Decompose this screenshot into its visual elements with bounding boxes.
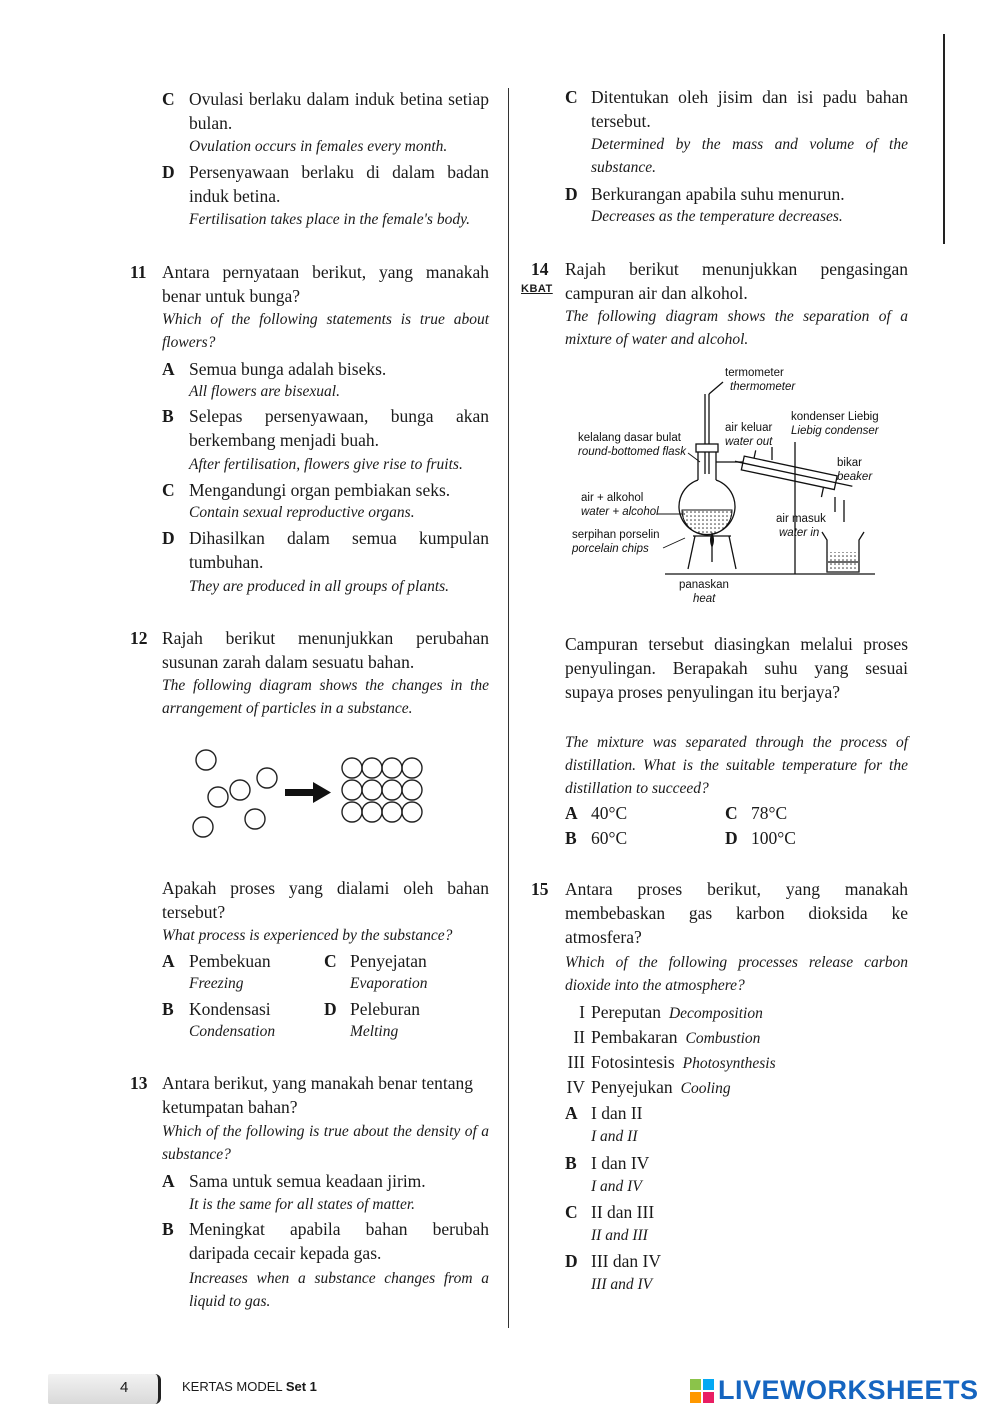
q15-option-b-translation: I and IV: [591, 1178, 642, 1195]
q15-number: 15: [531, 879, 549, 899]
q13-option-d-text: Berkurangan apabila suhu menurun.: [591, 184, 845, 204]
q11-option-a-letter: A: [162, 359, 175, 379]
q12-option-c-letter: C: [324, 951, 337, 971]
label-water-out-en: water out: [725, 436, 773, 448]
label-flask-en: round-bottomed flask: [578, 446, 687, 458]
q10-option-c-translation: Ovulation occurs in females every month.: [189, 138, 448, 155]
q12-option-b-text: Kondensasi: [189, 999, 271, 1019]
q12-option-b-letter: B: [162, 999, 174, 1019]
q13-option-c-translation: Determined by the mass and volume of the substance.: [591, 136, 908, 176]
q14-option-a-letter: A: [565, 803, 578, 823]
q15-item-4-num: IV: [566, 1077, 585, 1097]
q13-question-translation: Which of the following is true about the density of a substance?: [162, 1123, 489, 1163]
label-thermometer: termometer: [725, 367, 784, 379]
q15-item-1-num: I: [579, 1002, 585, 1022]
q12-option-d-letter: D: [324, 999, 337, 1019]
q15-question: Antara proses berikut, yang manakah membebaskan gas karbon dioksida ke atmosfera?: [565, 879, 908, 947]
label-chips: serpihan porselin: [572, 529, 660, 541]
q11-question: Antara pernyataan berikut, yang manakah benar untuk bunga?: [162, 262, 489, 306]
q12-option-d-translation: Melting: [350, 1023, 399, 1040]
q11-option-c-text: Mengandungi organ pembiakan seks.: [189, 480, 451, 500]
q15-question-translation: Which of the following processes release carbon dioxide into the atmosphere?: [565, 954, 908, 994]
label-thermometer-en: thermometer: [730, 381, 796, 393]
q15-item-1: Pereputan Decomposition: [591, 1002, 763, 1022]
particle-arrangement-diagram: [185, 740, 465, 845]
q10-option-d-text: Persenyawaan berlaku di dalam badan induk betina.: [189, 162, 489, 206]
q13-number: 13: [130, 1073, 148, 1093]
particle-loose: [245, 809, 265, 829]
q14-option-c-text: 78°C: [751, 803, 788, 823]
label-water-in: air masuk: [776, 513, 826, 525]
page-number-tab: [48, 1374, 161, 1404]
thermometer-pointer: [709, 382, 723, 394]
label-condenser-en: Liebig condenser: [791, 425, 879, 437]
q11-option-a-translation: All flowers are bisexual.: [189, 383, 340, 400]
q15-option-a-letter: A: [565, 1103, 578, 1123]
q12-option-a-text: Pembekuan: [189, 951, 271, 971]
q14-option-d-letter: D: [725, 828, 738, 848]
label-condenser: kondenser Liebig: [791, 411, 879, 423]
q14-option-a-text: 40°C: [591, 803, 628, 823]
q14-option-d-text: 100°C: [751, 828, 796, 848]
q14-option-b-letter: B: [565, 828, 577, 848]
q12-question: Rajah berikut menunjukkan perubahan susunan zarah dalam sesuatu bahan.: [162, 628, 489, 672]
q13-option-c-text: Ditentukan oleh jisim dan isi padu bahan tersebut.: [591, 87, 908, 131]
q11-option-d-translation: They are produced in all groups of plants.: [189, 578, 450, 595]
page-number: 4: [120, 1379, 129, 1396]
label-heat: panaskan: [679, 579, 729, 591]
q13-option-a-translation: It is the same for all states of matter.: [189, 1196, 416, 1213]
q15-option-d-translation: III and IV: [591, 1276, 653, 1293]
q12-question-translation: The following diagram shows the changes in the arrangement of particles in a substance.: [162, 677, 489, 717]
q10-option-c-letter: C: [162, 89, 175, 109]
q15-item-4: Penyejukan Cooling: [591, 1077, 731, 1097]
q13-option-a-text: Sama untuk semua keadaan jirim.: [189, 1171, 426, 1191]
q13-option-d-letter: D: [565, 184, 578, 204]
page-edge-bar: [943, 34, 945, 244]
q11-option-c-translation: Contain sexual reproductive organs.: [189, 504, 415, 521]
q13-option-a-letter: A: [162, 1171, 175, 1191]
label-beaker: bikar: [837, 457, 862, 469]
arrow-icon: [285, 782, 331, 803]
q12-option-d-text: Peleburan: [350, 999, 420, 1019]
q11-option-b-translation: After fertilisation, flowers give rise to fruits.: [189, 456, 463, 473]
q15-option-a-translation: I and II: [591, 1128, 638, 1145]
q11-option-b-letter: B: [162, 406, 174, 426]
label-beaker-en: beaker: [837, 471, 873, 483]
q14-number: 14: [531, 259, 549, 279]
column-divider: [508, 88, 509, 1328]
particle-loose: [193, 817, 213, 837]
q13-option-b-letter: B: [162, 1219, 174, 1239]
particle-loose: [230, 780, 250, 800]
q15-item-2-num: II: [573, 1027, 585, 1047]
q13-option-d-translation: Decreases as the temperature decreases.: [591, 208, 843, 225]
q10-option-c-text: Ovulasi berlaku dalam induk betina setiap bulan.: [189, 89, 489, 133]
q15-option-c-translation: II and III: [591, 1227, 648, 1244]
q11-option-d-letter: D: [162, 528, 175, 548]
q14-question: Rajah berikut menunjukkan pengasingan campuran air dan alkohol.: [565, 259, 908, 303]
q12-question-2-translation: What process is experienced by the substance?: [162, 927, 453, 944]
liveworksheets-brand: LIVEWORKSHEETS: [718, 1375, 979, 1405]
kbat-badge: KBAT: [521, 283, 553, 295]
q13-option-b-text: Meningkat apabila bahan berubah daripada cecair kepada gas.: [189, 1219, 489, 1263]
q15-item-2: Pembakaran Combustion: [591, 1027, 761, 1047]
q11-option-c-letter: C: [162, 480, 175, 500]
q12-option-c-text: Penyejatan: [350, 951, 427, 971]
liveworksheets-icon: [690, 1379, 714, 1403]
q13-question: Antara berikut, yang manakah benar tentang ketumpatan bahan?: [162, 1073, 473, 1117]
label-heat-en: heat: [693, 593, 716, 605]
q12-option-a-letter: A: [162, 951, 175, 971]
q14-question-translation: The following diagram shows the separation of a mixture of water and alcohol.: [565, 308, 908, 348]
q15-option-c-text: II dan III: [591, 1202, 655, 1222]
label-flask: kelalang dasar bulat: [578, 432, 681, 444]
label-chips-en: porcelain chips: [572, 543, 649, 555]
liveworksheets-logo: [690, 1375, 979, 1406]
footer-label: KERTAS MODEL Set 1: [182, 1379, 317, 1394]
q15-item-3: Fotosintesis Photosynthesis: [591, 1052, 776, 1072]
label-mixture-en: water + alcohol: [581, 506, 659, 518]
q11-option-a-text: Semua bunga adalah biseks.: [189, 359, 387, 379]
q10-option-d-letter: D: [162, 162, 175, 182]
q12-number: 12: [130, 628, 148, 648]
q11-question-translation: Which of the following statements is true about flowers?: [162, 311, 489, 351]
q12-option-a-translation: Freezing: [189, 975, 244, 992]
label-water-in-en: water in: [779, 527, 820, 539]
q11-option-b-text: Selepas persenyawaan, bunga akan berkembang menjadi buah.: [189, 406, 489, 450]
particle-loose: [196, 750, 216, 770]
q12-question-2: Apakah proses yang dialami oleh bahan tersebut?: [162, 878, 489, 922]
q14-option-b-text: 60°C: [591, 828, 628, 848]
q15-option-d-letter: D: [565, 1251, 578, 1271]
q11-option-d-text: Dihasilkan dalam semua kumpulan tumbuhan.: [189, 528, 489, 572]
q10-option-d-translation: Fertilisation takes place in the female's body.: [189, 211, 470, 228]
q15-option-d-text: III dan IV: [591, 1251, 661, 1271]
distillation-diagram: [565, 362, 910, 612]
q13-option-c-letter: C: [565, 87, 578, 107]
q15-option-c-letter: C: [565, 1202, 578, 1222]
q15-option-b-text: I dan IV: [591, 1153, 650, 1173]
q14-question-2-translation: The mixture was separated through the process of distillation. What is the suitable temperature for the distillation to succeed?: [565, 734, 908, 797]
q14-option-c-letter: C: [725, 803, 738, 823]
particle-loose: [208, 787, 228, 807]
q15-option-a-text: I dan II: [591, 1103, 643, 1123]
q14-question-2: Campuran tersebut diasingkan melalui proses penyulingan. Berapakah suhu yang sesuai supaya proses penyulingan itu berjaya?: [565, 634, 908, 702]
particle-loose: [257, 768, 277, 788]
q12-option-c-translation: Evaporation: [350, 975, 428, 992]
label-mixture: air + alkohol: [581, 492, 644, 504]
q15-item-3-num: III: [567, 1052, 585, 1072]
q11-number: 11: [130, 262, 147, 282]
q12-option-b-translation: Condensation: [189, 1023, 276, 1040]
label-water-out: air keluar: [725, 422, 773, 434]
q13-option-b-translation: Increases when a substance changes from a liquid to gas.: [189, 1270, 489, 1310]
q15-option-b-letter: B: [565, 1153, 577, 1173]
